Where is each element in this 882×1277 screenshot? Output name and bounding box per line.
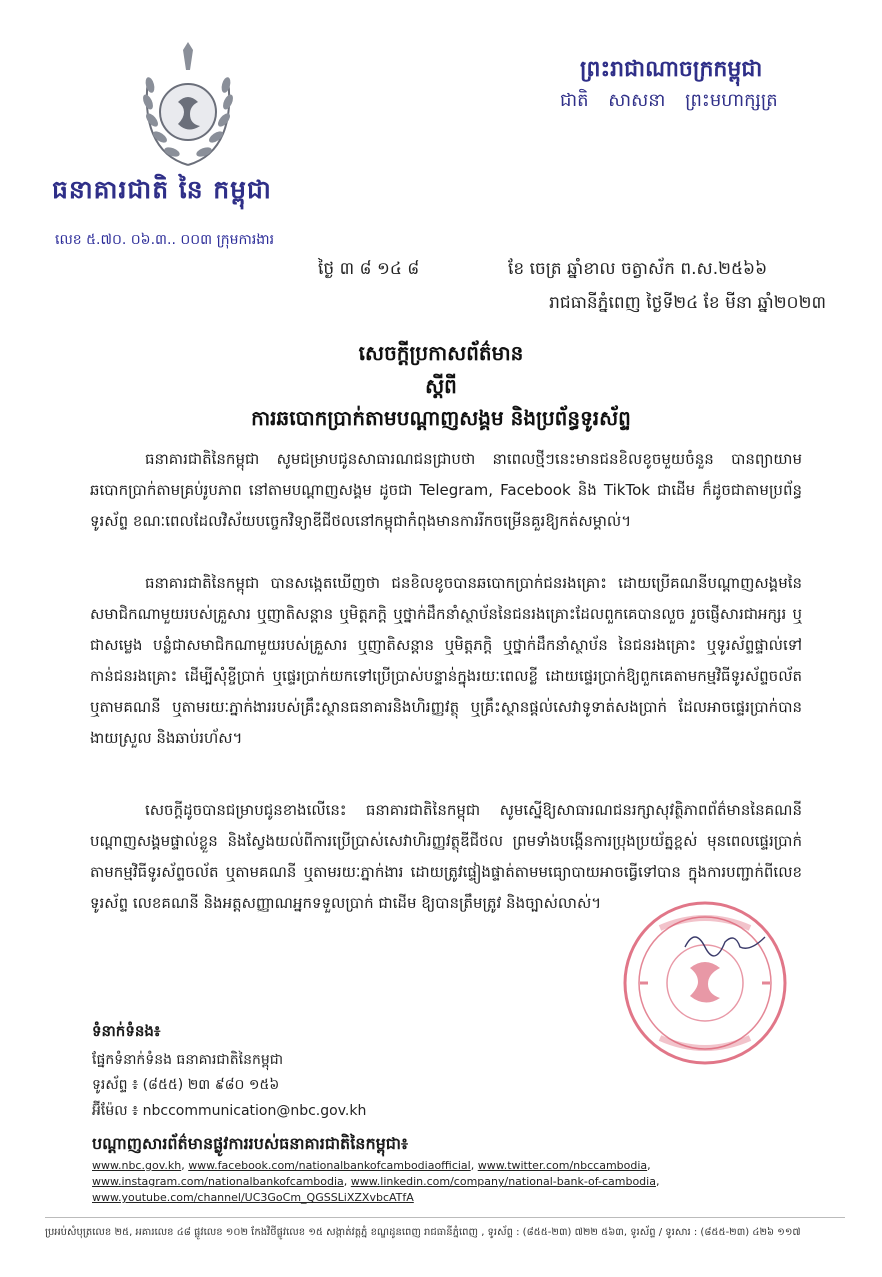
email-label: អ៊ីម៉ែល ៖ [92,1103,139,1119]
nbc-logo [138,40,238,175]
bank-name: ធនាគារជាតិ នៃ កម្ពុជា [52,175,272,204]
kingdom-title: ព្រះរាជាណាចក្រកម្ពុជា [580,57,763,82]
paragraph-3-text: សេចក្តីដូចបានជម្រាបជូនខាងលើនេះ ធនាគារជាតិនៃកម្ពុជា សូមស្នើឱ្យសាធារណជនរក្សាសុវត្ថិភាពព័ត៌មាននៃគណនីបណ្តាញសង្គមផ្ទាល់ខ្លួន និងស្វែងយល់ពីការប្រើប្រាស់សេវាហិរញ្ញវត្ថុឌីជីថល ព្រមទាំងបង្កើនការប្រុងប្រយ័ត្នខ្ពស់ មុនពេលផ្ទេរប្រាក់តាមកម្មវិធីទូរស័ព្ទចល័ត ឬតាមគណនី ឬតាមរយៈភ្នាក់ងារ ដោយត្រូវផ្ទៀងផ្ទាត់តាមមធ្យោបាយអាចធ្វើទៅបាន ក្នុងការបញ្ជាក់ពីលេខទូរស័ព្ទ លេខគណនី និងអត្តសញ្ញាណអ្នកទទួលប្រាក់ ជាដើម ឱ្យបានត្រឹមត្រូវ និងច្បាស់លាស់។ [90,801,802,912]
link-facebook[interactable]: www.facebook.com/nationalbankofcambodiaofficial [188,1159,471,1172]
lunar-date-day: ថ្ងៃ ៣ ៨ ១៤ ៨ [318,259,420,279]
email-link[interactable]: nbccommunication@nbc.gov.kh [142,1103,367,1119]
link-linkedin[interactable]: www.linkedin.com/company/national-bank-of-cambodia [350,1175,656,1188]
social-links: www.nbc.gov.kh, www.facebook.com/nationalbankofcambodiaofficial, www.twitter.com/nbccambodia, www.instagram.com/nationalbankofcambodia, www.linkedin.com/company/national-bank-of-cambodia, www.youtube.com/channel/UC3GoCm_QGSSLiXZXvbcATfA [92,1159,660,1204]
social-heading: បណ្តាញសារព័ត៌មានផ្លូវការរបស់ធនាគារជាតិនៃកម្ពុជា៖ [92,1134,409,1153]
footer-divider [45,1217,845,1218]
paragraph-1 [90,444,802,537]
contact-email-row [92,1101,366,1122]
paragraph-2 [90,568,802,754]
link-instagram[interactable]: www.instagram.com/nationalbankofcambodia [92,1175,344,1188]
link-website[interactable]: www.nbc.gov.kh [92,1159,182,1172]
contact-department: ផ្នែកទំនាក់ទំនង ធនាគារជាតិនៃកម្ពុជា [92,1052,284,1068]
document-title-about: ស្តីពី [425,374,457,398]
document-title: សេចក្តីប្រកាសព័ត៌មាន [358,341,524,365]
contact-phone: ទូរស័ព្ទ ៖ (៨៥៥) ២៣ ៩៨០ ១៥៦ [92,1077,280,1093]
paragraph-1-text: ធនាគារជាតិនៃកម្ពុជា សូមជម្រាបជូនសាធារណជនជ្រាបថា នាពេលថ្មីៗនេះមានជនខិលខូចមួយចំនួន បានព្យាយាមឆបោកប្រាក់តាមគ្រប់រូបភាព នៅតាមបណ្តាញសង្គម ដូចជា Telegram, Facebook និង TikTok ជាដើម ក៏ដូចជាតាមប្រព័ន្ធទូរស័ព្ទ ខណៈពេលដែលវិស័យបច្ចេកវិទ្យាឌីជីថលនៅកម្ពុជាកំពុងមានការរីកចម្រើនគួរឱ្យកត់សម្គាល់។ [90,450,802,530]
gregorian-date: រាជធានីភ្នំពេញ ថ្ងៃទី២៤ ខែ មីនា ឆ្នាំ២០២៣ [549,293,826,313]
national-motto: ជាតិ សាសនា ព្រះមហាក្សត្រ [560,90,778,111]
link-youtube[interactable]: www.youtube.com/channel/UC3GoCm_QGSSLiXZXvbcATfA [92,1191,414,1204]
link-twitter[interactable]: www.twitter.com/nbccambodia [477,1159,648,1172]
reference-number: លេខ ៥.៧០. ០៦.៣.. ០០៣ ក្រុមការងារ [55,232,275,248]
lunar-date-month-year: ខែ ចេត្រ ឆ្នាំខាល ចត្វាស័ក ព.ស.២៥៦៦ [508,259,768,279]
signature [680,922,770,962]
footer-address: ប្រអប់សំបុត្រលេខ ២៥, អគារលេខ ៤៨ ផ្លូវលេខ ១០២ កែងវិថីផ្លូវលេខ ១៥ សង្កាត់វត្តភ្នំ ខណ្ឌដូនពេញ រាជធានីភ្នំពេញ , ទូរស័ព្ទ : (៨៥៥-២៣) ៧២២ ៥៦៣, ទូរស័ព្ទ / ទូរសារ : (៨៥៥-២៣) ៤២៦ ១១៧ [45,1227,801,1238]
contact-heading: ទំនាក់ទំនង៖ [92,1022,161,1040]
document-subject: ការឆបោកប្រាក់តាមបណ្តាញសង្គម និងប្រព័ន្ធទូរស័ព្ទ [251,406,631,430]
paragraph-2-text: ធនាគារជាតិនៃកម្ពុជា បានសង្កេតឃើញថា ជនខិលខូចបានឆបោកប្រាក់ជនរងគ្រោះ ដោយប្រើគណនីបណ្តាញសង្គមនៃសមាជិកណាមួយរបស់គ្រួសារ ឬញាតិសន្តាន ឬមិត្តភក្តិ ឬថ្នាក់ដឹកនាំស្ថាប័ននៃជនរងគ្រោះដែលពួកគេបានលួច រួចផ្ញើសារជាអក្សរ ឬជាសម្លេង បន្លំជាសមាជិកណាមួយរបស់គ្រួសារ ឬញាតិសន្តាន ឬមិត្តភក្តិ ឬថ្នាក់ដឹកនាំស្ថាប័ន នៃជនរងគ្រោះ ឬទូរស័ព្ទផ្ទាល់ទៅកាន់ជនរងគ្រោះ ដើម្បីសុំខ្ចីប្រាក់ ឬផ្ទេរប្រាក់យកទៅប្រើប្រាស់បន្ទាន់ក្នុងរយៈពេលខ្លី ដោយផ្ទេរប្រាក់ឱ្យពួកគេតាមកម្មវិធីទូរស័ព្ទចល័ត ឬតាមគណនី ឬតាមរយៈភ្នាក់ងាររបស់គ្រឹះស្ថានធនាគារនិងហិរញ្ញវត្ថុ ឬគ្រឹះស្ថានផ្តល់សេវាទូទាត់សងប្រាក់ ដែលអាចផ្ទេរប្រាក់បានងាយស្រួល និងឆាប់រហ័ស។ [90,574,802,747]
